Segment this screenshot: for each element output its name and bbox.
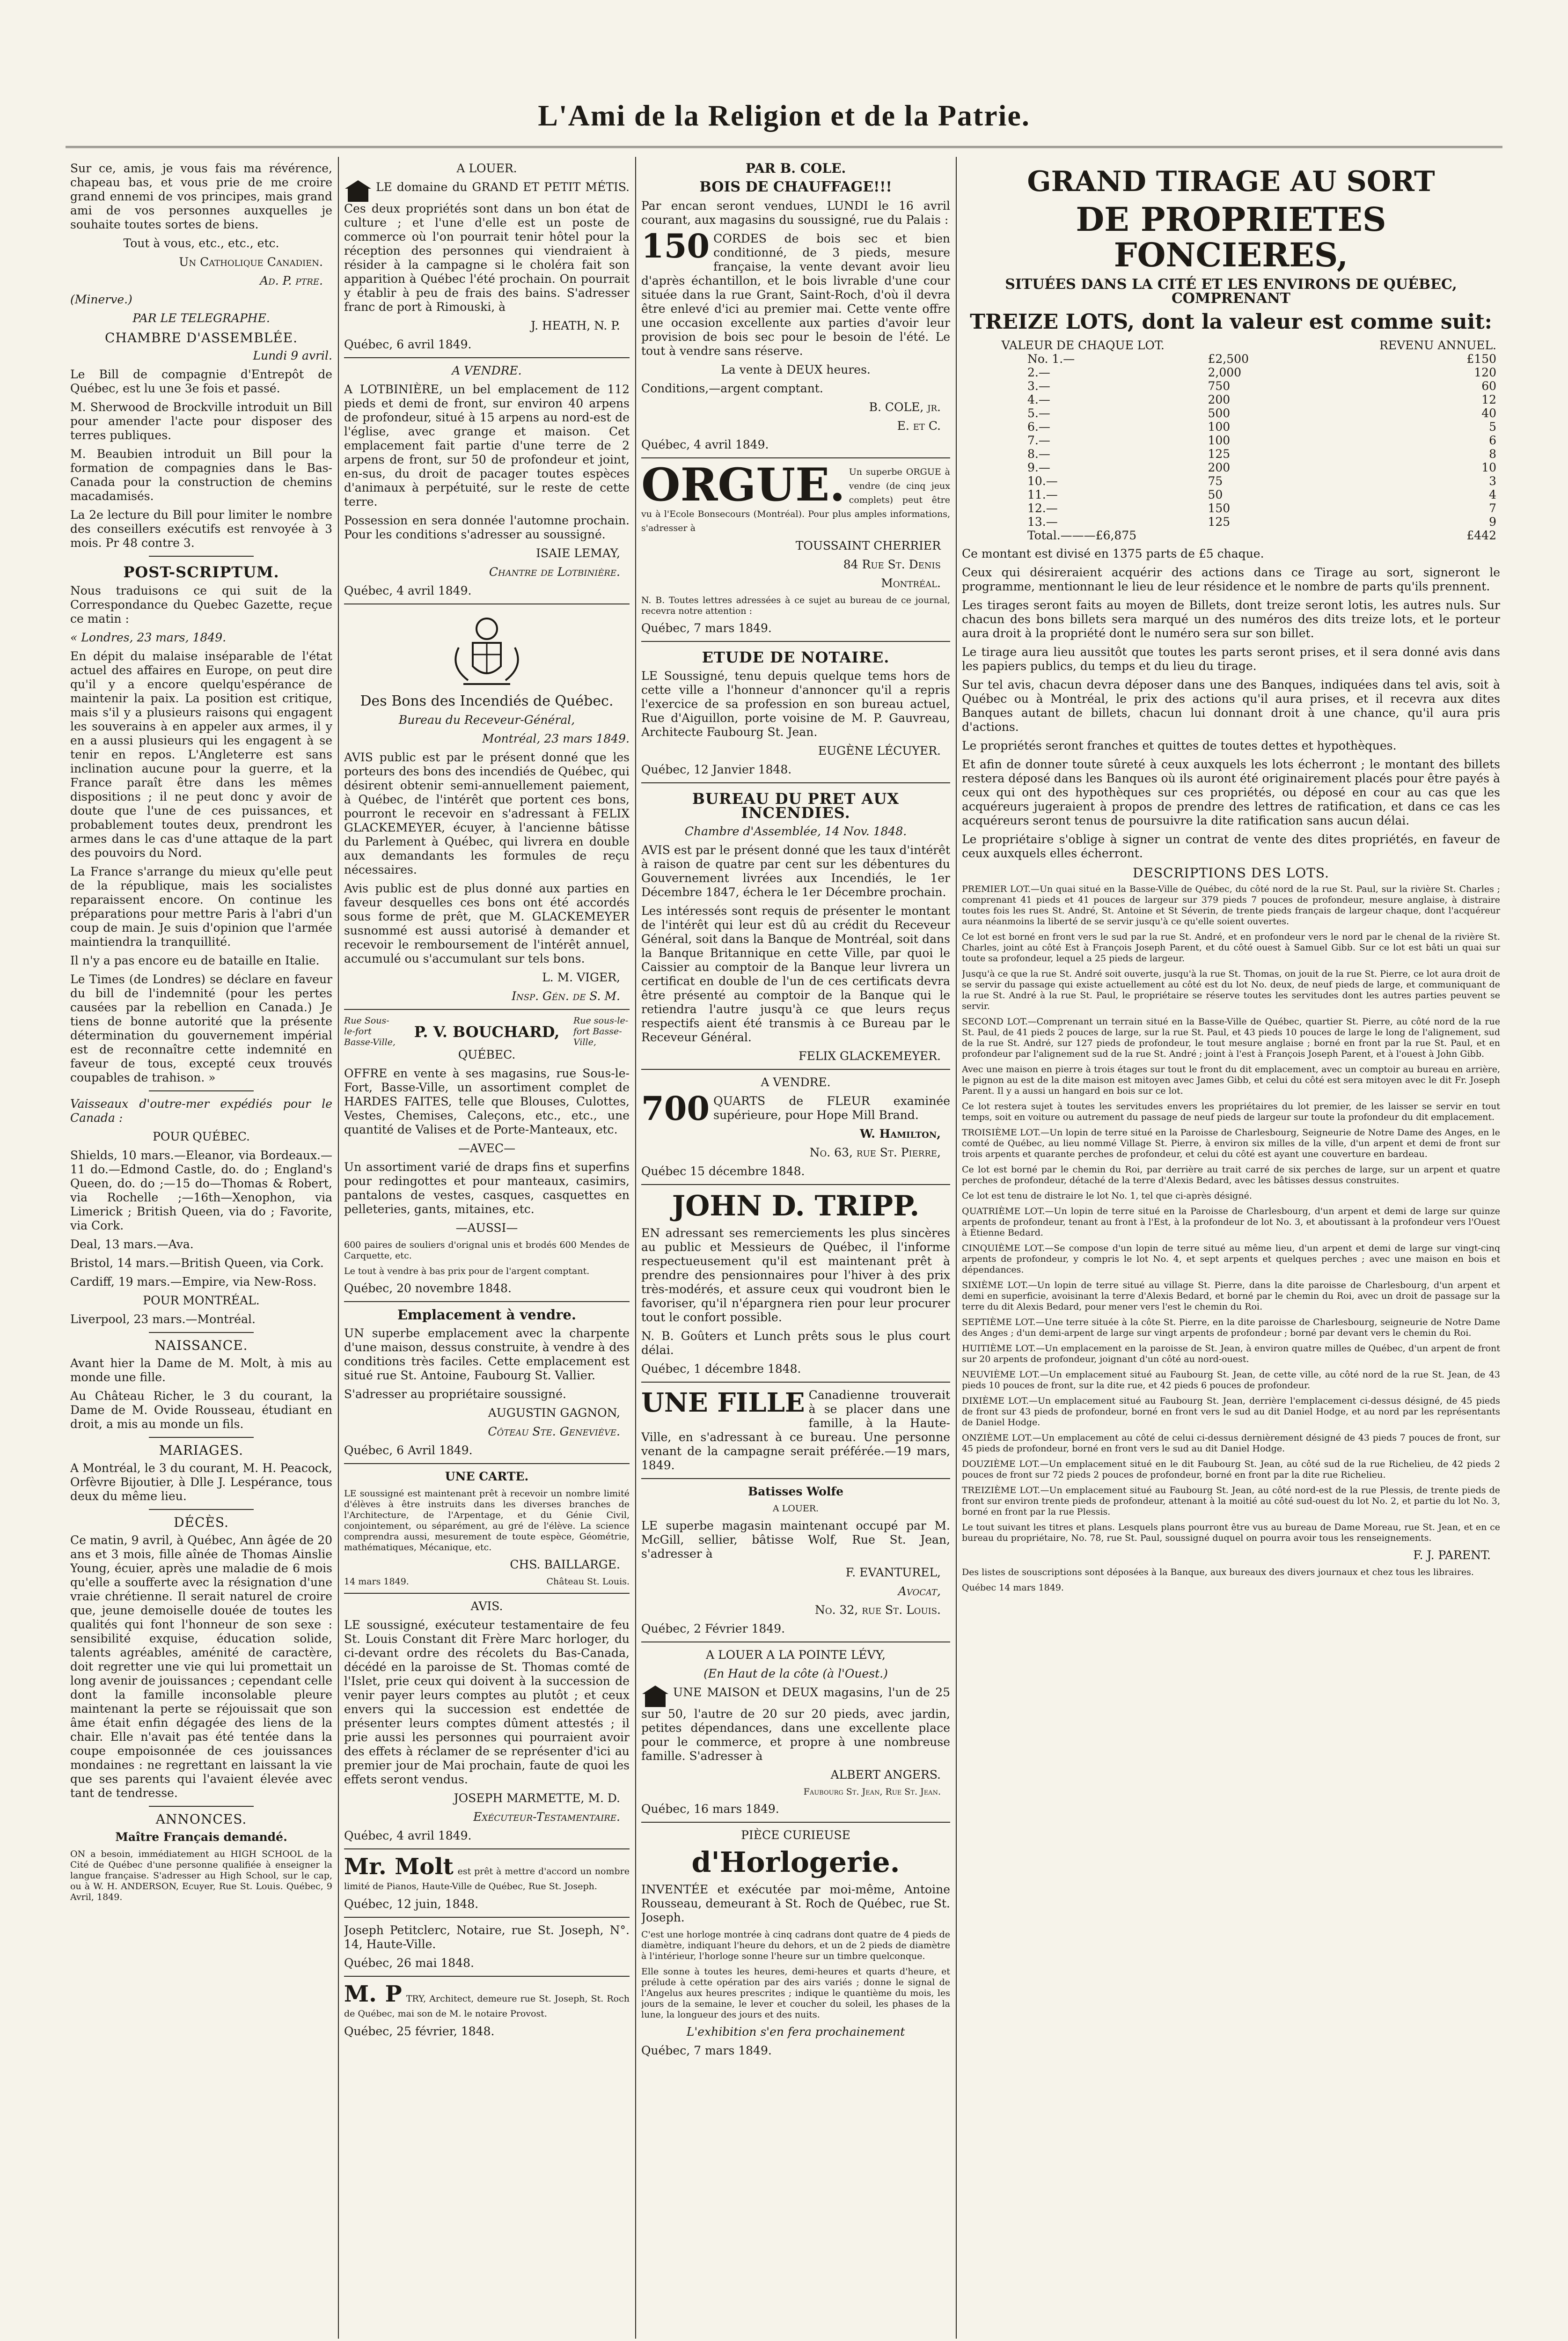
article-paragraph: Les tirages seront faits au moyen de Billets, dont treize seront lotis, les autres nuls. Sur chacun des bons billets sera marqué un des numéros des dits treize lots, et le porteur aura droit à la propriété dont le numéro sera sur son billet.	[962, 598, 1500, 640]
masthead-rule	[66, 146, 1502, 148]
column-4	[962, 162, 1500, 2334]
dateline: Québec, 4 avril 1849.	[641, 438, 769, 451]
ad-subheading: QUÉBEC.	[458, 1048, 516, 1061]
ad-heading: ORGUE.	[641, 458, 845, 511]
lot-description: HUITIÈME LOT.—Un emplacement en la paroisse de St. Jean, à environ quatre milles de Québec, d'un arpent de front sur 20 arpents de profondeur, joignant d'un côté au nord-ouest.	[962, 1343, 1500, 1364]
signature: FELIX GLACKEMEYER.	[799, 1049, 941, 1063]
lot-description: PREMIER LOT.—Un quai situé en la Basse-Ville de Québec, du côté nord de la rue St. Paul, sur la rivière St. Charles ; comprenant 41 pieds et 41 pouces de largeur sur 379 pieds 7 pouces de profondeur, mesure anglaise, à distraire toutes fois les rues St. André, St. Antoine et St Séverin, de trente pieds français de largeur chaque, dont l'acquéreur aura néanmoins la liberté de se servir jusqu'à ce qu'elle soient ouvertes.	[962, 884, 1500, 927]
ad-body: QUARTS de FLEUR examinée supérieure, pour Hope Mill Brand.	[713, 1094, 950, 1122]
lot-no-cell: 11.—	[1027, 488, 1058, 501]
article-paragraph: Liverpool, 23 mars.—Montréal.	[70, 1312, 256, 1326]
lot-val-cell: 125	[1208, 515, 1231, 529]
lot-no-cell: 13.—	[1027, 515, 1058, 529]
section-heading: ANNONCES.	[155, 1811, 247, 1827]
ad-body: S'adresser au propriétaire soussigné.	[344, 1387, 566, 1401]
ad-body: AVIS est par le présent donné que les taux d'intérêt à raison de quatre par cent sur les débentures du Gouvernement livrées aux Incendiés, le 1er Décembre 1847, échera le 1er Décembre prochain.	[641, 843, 950, 899]
masthead	[66, 98, 1502, 140]
dateline: Lundi 9 avril.	[253, 349, 332, 362]
lot-no-cell: 3.—	[1027, 379, 1050, 393]
ad-body: est prêt à mettre d'accord un nombre limité de Pianos, Haute-Ville de Québec, Rue St. Joseph.	[344, 1866, 630, 1892]
house-icon	[641, 1686, 669, 1707]
lot-rev-cell: 4	[1489, 488, 1496, 501]
lot-description: NEUVIÈME LOT.—Un emplacement situé au Faubourg St. Jean, de cette ville, au côté nord de la rue St. Jean, de 43 pieds 10 pouces de front, sur la dite rue, et 42 pieds 6 pouces de profondeur.	[962, 1369, 1500, 1391]
lot-val-cell: 750	[1208, 379, 1231, 393]
lot-rev-cell: 9	[1489, 515, 1496, 529]
lot-val-cell: 2,000	[1208, 366, 1242, 379]
divider	[641, 782, 950, 783]
signature: CHS. BAILLARGE.	[510, 1558, 620, 1571]
dateline: Québec, 12 Janvier 1848.	[641, 763, 792, 776]
divider	[641, 1822, 950, 1823]
article-paragraph: Sur tel avis, chacun devra déposer dans une des Banques, indiquées dans tel avis, soit à Québec ou à Montréal, le prix des actions qu'il aura prises, et il recevra aux dites Banques autant de billets, chacun lui donnant droit à une chance, qu'il aura pris d'actions.	[962, 678, 1500, 734]
signature: EUGÈNE LÉCUYER.	[818, 744, 941, 758]
lot-val-cell: £2,500	[1208, 352, 1249, 366]
divider	[344, 1848, 630, 1849]
ad-heading: Mr. Molt	[344, 1854, 454, 1880]
article-paragraph: Deal, 13 mars.—Ava.	[70, 1237, 194, 1251]
ad-heading: Emplacement à vendre.	[397, 1307, 577, 1323]
lot-rev-cell: 10	[1481, 461, 1496, 474]
ad-body: Un assortiment varié de draps fins et superfins pour redingottes et pour manteaux, casimirs, pantalons de vestes, casques, casquettes en pelleteries, gants, mitaines, etc.	[344, 1160, 630, 1216]
lot-no-cell: 6.—	[1027, 420, 1050, 434]
dateline: Québec, 7 mars 1849.	[641, 621, 772, 635]
table-row	[962, 447, 1500, 461]
table-row	[962, 352, 1500, 366]
lot-description: Ce lot est borné par le chemin du Roi, par derrière au trait carré de six perches de large, sur un arpent et quatre perches de profondeur, détaché de la terre d'Alexis Bedard, avec les bâtisses dessus construites.	[962, 1164, 1500, 1185]
ad-heading: M. P	[344, 1981, 402, 2007]
lot-val-cell: 100	[1208, 434, 1231, 447]
lot-no-cell: No. 1.—	[1027, 352, 1075, 366]
dateline: Québec, 1 décembre 1848.	[641, 1362, 801, 1376]
signature: Ad. P. ptre.	[260, 274, 323, 287]
section-heading: POUR MONTRÉAL.	[143, 1294, 260, 1307]
ad-subheading: —AVEC—	[458, 1141, 516, 1155]
section-label: PAR LE TELEGRAPHE.	[132, 311, 270, 325]
article-paragraph: Bristol, 14 mars.—British Queen, via Cork.	[70, 1256, 324, 1270]
ad-heading: ETUDE DE NOTAIRE.	[702, 648, 890, 666]
lot-val-cell: 125	[1208, 447, 1231, 461]
lot-description: SIXIÈME LOT.—Un lopin de terre situé au village St. Pierre, dans la dite paroisse de Charlesbourg, d'un arpent et demi en superficie, avoisinant la terre d'Alexis Bedard, et borné par le chemin du Roi, avec un droit de passage sur la terre du dit Alexis Bedard, pour mener vers l'est le chemin du Roi.	[962, 1280, 1500, 1312]
article-paragraph: Ce matin, 9 avril, à Québec, Ann âgée de 20 ans et 3 mois, fille aînée de Thomas Ainslie Young, écuier, après une maladie de 6 mois qu'elle a soufferte avec la résignation d'une vraie chrétienne. Il serait naturel de croire que, jeune demoiselle douée de toutes les qualités qui font l'honneur de son sexe : sensibilité exquise, éducation solide, talents agréables, aménité de caractère, doit regretter une vie qui lui promettait un long avenir de jouissances ; cependant celle dont la famille inconsolable pleure maintenant la perte se réjouissait que son âme était enfin dégagée des liens de la chair. Elle n'avait pas été tentée dans la coupe empoisonnée de ces jouissances mondaines : ne regrettant en laissant la vie que ses parents qui l'avaient élevée avec tant de tendresse.	[70, 1533, 332, 1800]
lottery-title: GRAND TIRAGE AU SORT	[1027, 165, 1435, 198]
table-row	[962, 434, 1500, 447]
ad-body: A LOTBINIÈRE, un bel emplacement de 112 pieds et demi de front, sur environ 40 arpens de profondeur, situé à 15 arpens au nord-est de l'église, avec grange et maison. Cet emplacement fait partie d'une terre de 2 arpens de front, sur 50 de profondeur et joint, en-sus, du droit de pacager toutes espèces d'animaux à perpétuité, sur le reste de cette terre.	[344, 383, 630, 508]
royal-crest-icon	[440, 610, 534, 690]
divider	[149, 1509, 254, 1510]
divider	[641, 1184, 950, 1185]
masthead-title: L'Ami de la Religion et de la Patrie.	[538, 99, 1030, 132]
ad-body: Joseph Petitclerc, Notaire, rue St. Joseph, N°. 14, Haute-Ville.	[344, 1923, 630, 1951]
lots-table	[962, 339, 1500, 542]
lot-description: TROISIÈME LOT.—Un lopin de terre situé en la Paroisse de Charlesbourg, Seigneurie de Notre Dame des Anges, en le comté de Québec, au lieu nommé Village St. Pierre, à environ six milles de la ville, d'un arpent et demi de front sur trois arpents et quarante perches de profondeur, et celui du côté est ayant une couverture en bardeau.	[962, 1127, 1500, 1159]
column-1	[70, 162, 332, 2334]
signature: Insp. Gén. de S. M.	[512, 989, 620, 1003]
dateline: Québec 15 décembre 1848.	[641, 1164, 805, 1178]
signature: ALBERT ANGERS.	[830, 1768, 941, 1782]
column-divider	[635, 157, 636, 2339]
ad-subheading: (En Haut de la côte (à l'Ouest.)	[703, 1667, 888, 1680]
address: 84 Rue St. Denis	[843, 558, 941, 571]
bouchard-header	[344, 1016, 630, 1048]
ad-body: Conditions,—argent comptant.	[641, 382, 823, 395]
ad-body: LE soussigné, exécuteur testamentaire de feu St. Louis Constant dit Frère Marc horloger, du ci-devant ordre des récolets du Bas-Canada, décédé en la paroisse de St. Thomas comté de l'Islet, prie ceux qui doivent à la succession de venir payer leurs comptes au plutôt ; et ceux envers qui la succession est endettée de présenter leurs comptes dûment attestés ; il prie aussi les personnes qui pourraient avoir des effets à réclamer de se représenter d'ici au premier jour de Mai prochain, faute de quoi les effets seront vendus.	[344, 1618, 630, 1786]
signature: TOUSSAINT CHERRIER	[795, 539, 941, 552]
article-paragraph: Le Bill de compagnie d'Entrepôt de Québec, est lu une 3e fois et passé.	[70, 368, 332, 395]
signature: Avocat,	[898, 1584, 941, 1598]
lot-val-cell: 200	[1208, 393, 1231, 406]
ad-body: UN superbe emplacement avec la charpente d'une maison, dessus construite, à vendre à des conditions très faciles. Cette emplacement est situé rue St. Antoine, Faubourg St. Vallier.	[344, 1326, 630, 1382]
ad-body: OFFRE en vente à ses magasins, rue Sous-le-Fort, Basse-Ville, un assortiment complet de HARDES FAITES, telle que Blouses, Culottes, Vestes, Chemises, Caleçons, etc., etc., une quantité de Valises et de Porte-Manteaux, etc.	[344, 1067, 630, 1136]
column-2	[344, 162, 630, 2334]
ad-body: Un superbe ORGUE à vendre (de cinq jeux complets) peut être vu à l'Ecole Bonsecours (Montréal). Pour plus amples informations, s'adresser à	[641, 467, 950, 533]
ad-body: LE soussigné est maintenant prêt à recevoir un nombre limité d'élèves à être instruits dans les diverses branches de l'Architecture, de l'Arpentage, et du Génie Civil, conjointement, ou séparément, au gré de l'élève. La science comprendra aussi, mesurement de toute espèce, Géométrie, mathématiques, Mécanique, etc.	[344, 1488, 630, 1553]
column-header: REVENU ANNUEL.	[1379, 339, 1496, 352]
article-paragraph: Sur ce, amis, je vous fais ma révérence, chapeau bas, et vous prie de me croire grand ennemi de vos principes, mais grand ami de vos personnes auxquelles je souhaite toutes sortes de biens.	[70, 162, 332, 231]
divider	[344, 1593, 630, 1594]
lot-description: SECOND LOT.—Comprenant un terrain situé en la Basse-Ville de Québec, quartier St. Pierre, au côté nord de la rue St. Paul, de 41 pieds 2 pouces de large, sur la rue St. Paul, et 43 pieds 10 pouces de large le long de l'alignement, sud de la rue St. André, sur 127 pieds de profondeur, le tout mesure anglaise ; borné en front par la rue St. Paul, et en profondeur par l'alignement sud de la rue St. André ; joint à l'est à François Joseph Parent, et à l'ouest à John Gibb.	[962, 1016, 1500, 1059]
lot-val-cell: 500	[1208, 406, 1231, 420]
signature: W. Hamilton,	[860, 1127, 941, 1141]
date: 14 mars 1849.	[344, 1576, 409, 1587]
total-cell: Total.———£6,875	[1027, 529, 1137, 542]
lot-description: Ce lot restera sujet à toutes les servitudes envers les propriétaires du lot premier, de les laisser se servir en tout temps, soit en voiture ou autrement du passage de neuf pieds de largeur sur toute la profondeur du dit emplacement.	[962, 1101, 1500, 1122]
ad-body: N. B. Toutes lettres adressées à ce sujet au bureau de ce journal, recevra notre attention :	[641, 595, 950, 616]
ad-body: EN adressant ses remerciements les plus sincères au public et Messieurs de Québec, il l'informe respectueusement qu'il est maintenant prêt à prendre des pensionnaires pour l'hiver à des prix très-modérés, et assure ceux qui voudront bien le favoriser, qu'il n'épargnera rien pour leur procurer tout le confort possible.	[641, 1226, 950, 1324]
lot-no-cell: 5.—	[1027, 406, 1050, 420]
ad-body: La vente à DEUX heures.	[721, 363, 871, 376]
divider	[344, 1917, 630, 1918]
ad-heading: PAR B. COLE.	[745, 162, 846, 176]
address: Rue Sous-le-fort Basse-Ville,	[344, 1016, 396, 1047]
signature: J. HEATH, N. P.	[531, 319, 620, 332]
ad-heading: Batisses Wolfe	[747, 1485, 844, 1498]
ad-heading: A VENDRE.	[452, 364, 522, 377]
lot-val-cell: 75	[1208, 474, 1223, 488]
lot-rev-cell: 40	[1481, 406, 1496, 420]
lottery-title: DE PROPRIETES FONCIERES,	[1076, 200, 1386, 274]
section-heading: MARIAGES.	[159, 1443, 244, 1458]
source-note: (Minerve.)	[70, 293, 132, 306]
address: Faubourg St. Jean, Rue St. Jean.	[803, 1787, 941, 1797]
ad-heading: P. V. BOUCHARD,	[414, 1023, 560, 1041]
ad-body: Canadienne trouverait à se placer dans une famille, à la Haute-Ville, en s'adressant à ce bureau. Une personne venant de la campagne serait préférée.—19 mars, 1849.	[641, 1388, 950, 1472]
house-icon	[344, 180, 372, 202]
lot-val-cell: 150	[1208, 501, 1231, 515]
ad-heading: A LOUER A LA POINTE LÉVY,	[706, 1648, 886, 1662]
lottery-subtitle: TREIZE LOTS, dont la valeur est comme suit:	[970, 310, 1492, 334]
table-row	[962, 393, 1500, 406]
ad-heading: Des Bons des Incendiés de Québec.	[360, 693, 614, 709]
ad-body: UNE MAISON et DEUX magasins, l'un de 25 sur 50, l'autre de 20 sur 20 pieds, avec jardin, petites dépendances, dans une excellente place pour le commerce, et propre à une nombreuse famille. S'adresser à	[641, 1686, 950, 1763]
ad-body: Avis public est de plus donné aux parties en faveur desquelles ces bons ont été accordés sous forme de prêt, que M. GLACKEMEYER susnommé est aussi autorisé à demander et recevoir le remboursement de l'intérêt annuel, accumulé ou s'accumulant sur tels bons.	[344, 882, 630, 965]
section-heading: DESCRIPTIONS DES LOTS.	[1132, 865, 1330, 881]
section-heading: CHAMBRE D'ASSEMBLÉE.	[104, 330, 298, 346]
table-header	[962, 339, 1500, 352]
article-paragraph: Au Château Richer, le 3 du courant, la Dame de M. Ovide Rousseau, étudiant en droit, a mis au monde un fils.	[70, 1389, 332, 1431]
article-paragraph: Ceux qui désireraient acquérir des actions dans ce Tirage au sort, signeront le programme, mentionnant le lieu de leur résidence et le nombre de parts qu'ils prennent.	[962, 566, 1500, 593]
article-paragraph: Cardiff, 19 mars.—Empire, via New-Ross.	[70, 1275, 317, 1288]
table-row	[962, 461, 1500, 474]
divider	[344, 357, 630, 358]
column-3	[641, 162, 950, 2334]
article-paragraph: Tout à vous, etc., etc., etc.	[123, 236, 279, 250]
table-row	[962, 515, 1500, 529]
lot-description: DOUZIÈME LOT.—Un emplacement situé en le dit Faubourg St. Jean, au côté sud de la rue Richelieu, de 42 pieds 2 pouces de front sur 72 pieds 2 pouces de profondeur, borné en front par la dite rue Richelieu.	[962, 1459, 1500, 1480]
ad-number: 700	[641, 1089, 710, 1128]
ad-body: 600 paires de souliers d'orignal unis et brodés 600 Mendes de Carquette, etc.	[344, 1240, 630, 1261]
dateline: Québec, 16 mars 1849.	[641, 1802, 779, 1816]
column-divider	[338, 157, 339, 2339]
ad-heading: d'Horlogerie.	[691, 1846, 900, 1879]
dateline: Québec, 4 avril 1849.	[344, 584, 472, 597]
lot-rev-cell: 8	[1489, 447, 1496, 461]
ad-body: Par encan seront vendues, LUNDI le 16 avril courant, aux magasins du soussigné, rue du Palais :	[641, 199, 950, 227]
dateline: Québec, 7 mars 1849.	[641, 2044, 772, 2057]
section-heading: POUR QUÉBEC.	[153, 1130, 250, 1143]
total-cell: £442	[1466, 529, 1496, 542]
lot-no-cell: 10.—	[1027, 474, 1058, 488]
article-paragraph: Le tirage aura lieu aussitôt que toutes les parts seront prises, et il sera donné avis dans les papiers publics, du temps et du lieu du tirage.	[962, 645, 1500, 673]
article-paragraph: Le Times (de Londres) se déclare en faveur du bill de l'indemnité (pour les pertes causées par la rebellion en Canada.) Je tiens de bonne autorité que la présente détermination du gouvernement impérial est de reconnaître cette indemnité en faveur de tous, excepté ceux trouvés coupables de trahison. »	[70, 972, 332, 1084]
lot-no-cell: 7.—	[1027, 434, 1050, 447]
lot-no-cell: 9.—	[1027, 461, 1050, 474]
ad-body: Possession en sera donnée l'automne prochain. Pour les conditions s'adresser au soussigné.	[344, 514, 630, 541]
table-row	[962, 474, 1500, 488]
ad-subheading: —AUSSI—	[455, 1221, 518, 1235]
dateline: Québec, 4 avril 1849.	[344, 1829, 472, 1842]
article-paragraph: A Montréal, le 3 du courant, M. H. Peacock, Orfèvre Bijoutier, à Dlle J. Lespérance, tous deux du même lieu.	[70, 1461, 332, 1503]
lot-description: Ce lot est tenu de distraire le lot No. 1, tel que ci-après désigné.	[962, 1191, 1252, 1201]
lot-description: DIXIÈME LOT.—Un emplacement situé au Faubourg St. Jean, derrière l'emplacement ci-dessus désigné, de 45 pieds de front sur 43 pieds de profondeur, borné en front vers le sud au dit Daniel Hodge, et au nord par les représentants de Daniel Hodge.	[962, 1396, 1500, 1428]
ad-body: C'est une horloge montrée à cinq cadrans dont quatre de 4 pieds de diamètre, indiquant l'heure du dehors, et un de 2 pieds de diamètre à l'intérieur, l'horloge sonne l'heure sur un timbre quelconque.	[641, 1929, 950, 1961]
dateline: « Londres, 23 mars, 1849.	[70, 631, 227, 644]
table-row	[962, 488, 1500, 501]
column-divider	[956, 157, 957, 2339]
lot-description: Jusqu'à ce que la rue St. André soit ouverte, jusqu'à la rue St. Thomas, on jouit de la rue St. Pierre, ce lot aura droit de se servir du passage qui existe actuellement au côté est du lot No. deux, de neuf pieds de large, et communiquant de la rue St. André à la rue St. Paul, le propriétaire se réserve toutes les servitudes dont les autres parties peuvent se servir.	[962, 969, 1500, 1011]
table-row	[962, 529, 1500, 542]
signature: Côteau Ste. Geneviève.	[488, 1425, 620, 1438]
lot-val-cell: 100	[1208, 420, 1231, 434]
lot-description: TREIZIÈME LOT.—Un emplacement situé au Faubourg St. Jean, au côté nord-est de la rue Plessis, de trente pieds de front sur environ trente pieds de profondeur, attenant à la moitié au côté sud-ouest du lot No. 2, et partie du lot No. 3, borné en front par la rue Plessis.	[962, 1485, 1500, 1517]
divider	[641, 1478, 950, 1479]
ad-body: CORDES de bois sec et bien conditionné, de 3 pieds, mesure française, la vente devant avoir lieu d'après échantillon, et le bois livrable d'une cour située dans la rue Grant, Saint-Roch, d'où il devra être enlevé d'ici au premier mai. Cette vente offre une occasion excellente aux parties d'avoir leur provision de bois sec pour le besoin de l'été. Le tout à vendre sans réserve.	[641, 232, 950, 358]
signature: Chantre de Lotbinière.	[489, 565, 620, 579]
dateline: Québec, 6 Avril 1849.	[344, 1443, 473, 1457]
dateline: Chambre d'Assemblée, 14 Nov. 1848.	[684, 825, 907, 838]
signature: L. M. VIGER,	[542, 971, 620, 984]
section-heading: DÉCÈS.	[174, 1515, 229, 1530]
article-paragraph: M. Beaubien introduit un Bill pour la formation de compagnies dans le Bas-Canada pour la construction de chemins macadamisés.	[70, 447, 332, 503]
article-paragraph: Des listes de souscriptions sont déposées à la Banque, aux bureaux des divers journaux et chez tous les libraires.	[962, 1567, 1474, 1577]
signature: B. COLE, jr.	[869, 400, 941, 414]
divider	[641, 641, 950, 642]
divider	[344, 1301, 630, 1302]
divider	[149, 1332, 254, 1333]
section-label: Vaisseaux d'outre-mer expédiés pour le Canada :	[70, 1097, 332, 1125]
ad-subheading: Bureau du Receveur-Général,	[398, 713, 575, 727]
lot-description: ONZIÈME LOT.—Un emplacement au côté de celui ci-dessus dernièrement désigné de 43 pieds 7 pouces de front, sur 45 pieds de profondeur, borné en front vers le sud au dit Daniel Hodge.	[962, 1433, 1500, 1454]
signature: Exécuteur-Testamentaire.	[473, 1810, 620, 1824]
lot-no-cell: 2.—	[1027, 366, 1050, 379]
ad-body: LE superbe magasin maintenant occupé par M. McGill, sellier, bâtisse Wolf, Rue St. Jean, s'adresser à	[641, 1519, 950, 1561]
table-row	[962, 406, 1500, 420]
column-header: VALEUR DE CHAQUE LOT.	[1001, 339, 1165, 352]
divider	[344, 1976, 630, 1977]
ad-heading: JOHN D. TRIPP.	[672, 1190, 920, 1222]
ad-body: L'exhibition s'en fera prochainement	[686, 2025, 905, 2039]
ad-number: 150	[641, 227, 710, 265]
dateline: Québec, 20 novembre 1848.	[344, 1281, 512, 1295]
lot-rev-cell: 5	[1489, 420, 1496, 434]
dateline: Québec, 25 février, 1848.	[344, 2024, 495, 2038]
divider	[149, 1437, 254, 1438]
dateline	[344, 1576, 630, 1587]
signature: ISAIE LEMAY,	[536, 546, 620, 560]
section-heading: POST-SCRIPTUM.	[123, 563, 279, 581]
signature: F. J. PARENT.	[1413, 1548, 1491, 1562]
ad-body: Le tout à vendre à bas prix pour de l'argent comptant.	[344, 1266, 590, 1276]
divider	[641, 1069, 950, 1070]
table-row	[962, 379, 1500, 393]
table-row	[962, 501, 1500, 515]
lot-description: Le tout suivant les titres et plans. Lesquels plans pourront être vus au bureau de Dame Moreau, rue St. Jean, et en ce bureau du propriétaire, No. 78, rue St. Paul, soussigné duquel on pourra avoir tous les renseignements.	[962, 1522, 1500, 1543]
signature: AUGUSTIN GAGNON,	[488, 1406, 620, 1420]
lot-description: Ce lot est borné en front vers le sud par la rue St. André, et en profondeur vers le nord par le chenal de la rivière St. Charles, joint au côté Est à François Joseph Parent, et du côté ouest à Samuel Gibb. Sur ce lot est bâti un quai sur toute sa profondeur, lequel a 25 pieds de largeur.	[962, 932, 1500, 964]
lot-val-cell: 200	[1208, 461, 1231, 474]
lot-description: Avec une maison en pierre à trois étages sur tout le front du dit emplacement, avec un comptoir au bureau en arrière, le pignon au est de la dite maison est mitoyen avec James Gibb, et celui du côté est sera mitoyen avec le dit Fr. Joseph Parent. Il y a aussi un hangard en bois sur ce lot.	[962, 1064, 1500, 1096]
divider	[149, 1806, 254, 1807]
ad-body: AVIS public est par le présent donné que les porteurs des bons des incendiés de Québec, qui désirent obtenir semi-annuellement paiement, à Québec, de l'intérêt que portent ces bons, pourront le recevoir en s'adressant à FELIX GLACKEMEYER, écuyer, à l'ancienne bâtisse du Parlement à Québec, qui livrera en double aux demandants les formules de reçu nécessaires.	[344, 751, 630, 876]
article-paragraph: Nous traduisons ce qui suit de la Correspondance du Quebec Gazette, reçue ce matin :	[70, 584, 332, 626]
address: Montréal.	[881, 576, 941, 590]
ad-body: LE domaine du GRAND ET PETIT MÉTIS. Ces deux propriétés sont dans un bon état de culture ; et l'une d'elle est un poste de commerce où l'on pourrait tenir hôtel pour la réception des personnes qui viendraient à résider à la campagne si le choléra fait son apparition à Québec l'été prochain. On pourrait y établir à peu de frais des bains. S'adresser franc de port à Rimouski, à	[344, 180, 630, 314]
divider	[149, 1090, 254, 1091]
ad-body: Les intéressés sont requis de présenter le montant de l'intérêt qui leur est dû au crédit du Receveur Général, soit dans la Banque de Montréal, soit dans la Banque Britannique en cette Ville, par quoi le Caissier au comptoir de la Banque leur livrera un certificat en double de l'un de ces certificats devra être présenté au comptoir de la Banque qui le retiendra l'autre jusqu'à ce que leurs reçus respectifs aient été transmis à ce Bureau par le Receveur Général.	[641, 904, 950, 1044]
divider	[344, 1009, 630, 1010]
table-row	[962, 420, 1500, 434]
signature: F. EVANTUREL,	[845, 1566, 941, 1579]
dateline: Montréal, 23 mars 1849.	[482, 732, 630, 745]
signature: Un Catholique Canadien.	[179, 255, 323, 269]
ad-heading: A LOUER.	[456, 162, 517, 175]
article-paragraph: Avant hier la Dame de M. Molt, à mis au monde une fille.	[70, 1356, 332, 1384]
ad-heading: UNE CARTE.	[445, 1470, 529, 1483]
dateline: Québec, 12 juin, 1848.	[344, 1897, 479, 1911]
ad-heading: UNE FILLE	[641, 1387, 805, 1418]
ad-heading: Maître Français demandé.	[115, 1830, 287, 1844]
ad-heading: AVIS.	[470, 1599, 503, 1613]
address: No. 63, rue St. Pierre,	[809, 1146, 941, 1159]
table-row	[962, 366, 1500, 379]
lot-description: SEPTIÈME LOT.—Une terre située à la côte St. Pierre, en la dite paroisse de Charlesbourg, seigneurie de Notre Dame des Anges ; d'un demi-arpent de large sur vingt arpents de profondeur ; borné par devant vers le chemin du Roi.	[962, 1317, 1500, 1338]
lot-no-cell: 12.—	[1027, 501, 1058, 515]
dateline: Québec 14 mars 1849.	[962, 1583, 1064, 1593]
lot-no-cell: 4.—	[1027, 393, 1050, 406]
ad-heading: A VENDRE.	[761, 1075, 831, 1089]
lottery-subtitle: SITUÉES DANS LA CITÉ ET LES ENVIRONS DE QUÉBEC, COMPRENANT	[1005, 276, 1457, 307]
ad-heading: BOIS DE CHAUFFAGE!!!	[699, 179, 892, 195]
divider	[149, 556, 254, 557]
lot-rev-cell: 120	[1474, 366, 1496, 379]
address: Château St. Louis.	[546, 1576, 630, 1587]
divider	[344, 1463, 630, 1464]
ad-body: Elle sonne à toutes les heures, demi-heures et quarts d'heure, et prélude à cette opération par des airs variés ; donne le signal de l'Angelus aux heures prescrites ; indique le quantième du mois, les jours de la semaine, le lever et coucher du soleil, les phases de la lune, la longueur des jours et des nuits.	[641, 1966, 950, 2020]
article-paragraph: Ce montant est divisé en 1375 parts de £5 chaque.	[962, 547, 1264, 560]
article-paragraph: Et afin de donner toute sûreté à ceux auxquels les lots écherront ; le montant des billets restera déposé dans les Banques où ils auront été originairement placés pour être payés à ceux qui ont des hypothèques sur ces propriétés, ou déposé en cour au cas que les acquéreurs jugeraient à propos de prendre des lettres de ratification, et dans ce cas les acquéreurs seront tenus de poursuivre la dite ratification sans aucun délai.	[962, 758, 1500, 827]
dateline: Québec, 2 Février 1849.	[641, 1622, 785, 1635]
lot-rev-cell: £150	[1466, 352, 1496, 366]
article-paragraph: Il n'y a pas encore eu de bataille en Italie.	[70, 954, 320, 967]
article-paragraph: Le propriétaire s'oblige à signer un contrat de vente des dites propriétés, en faveur de ceux auxquels elles écherront.	[962, 832, 1500, 860]
article-paragraph: La 2e lecture du Bill pour limiter le nombre des conseillers exécutifs est renvoyée à 3 mois. Pr 48 contre 3.	[70, 508, 332, 550]
ad-body: INVENTÉE et exécutée par moi-même, Antoine Rousseau, demeurant à St. Roch de Québec, rue St. Joseph.	[641, 1883, 950, 1924]
lot-rev-cell: 3	[1489, 474, 1496, 488]
article-paragraph: En dépit du malaise inséparable de l'état actuel des affaires en Europe, on peut dire qu'il y a encore quelqu'espérance de maintenir la paix. La position est critique, mais s'il y a plusieurs raisons qui engagent les souverains à en appeler aux armes, il y en a aussi plusieurs qui les engagent à se tenir en repos. L'Angleterre est sans inclination aucune pour la guerre, et la France paraît être dans les mêmes dispositions ; il ne peut donc y avoir de doute que l'une de ces puissances, et probablement toutes deux, prendront les armes dans le cas d'une attaque de la part des pouvoirs du Nord.	[70, 649, 332, 860]
article-paragraph: M. Sherwood de Brockville introduit un Bill pour amender l'acte pour disposer des terres publiques.	[70, 400, 332, 442]
lot-val-cell: 50	[1208, 488, 1223, 501]
article-paragraph: Le propriétés seront franches et quittes de toutes dettes et hypothèques.	[962, 739, 1397, 752]
lot-no-cell: 8.—	[1027, 447, 1050, 461]
article-paragraph: La France s'arrange du mieux qu'elle peut de la république, mais les socialistes reparaissent encore. On continue les préparations pour mettre Paris à l'abri d'un coup de main. Je suis d'opinion que l'armée maintiendra la tranquillité.	[70, 865, 332, 949]
lot-rev-cell: 60	[1481, 379, 1496, 393]
ad-body: N. B. Goûters et Lunch prêts sous le plus court délai.	[641, 1329, 950, 1357]
address: Rue sous-le-fort Basse-Ville,	[573, 1016, 629, 1047]
signature: E. et C.	[897, 419, 941, 433]
ad-subheading: A LOUER.	[772, 1503, 819, 1514]
signature: JOSEPH MARMETTE, M. D.	[454, 1791, 620, 1805]
dateline: Québec, 6 avril 1849.	[344, 338, 472, 351]
lots-body	[962, 352, 1500, 529]
divider	[641, 1382, 950, 1383]
lot-rev-cell: 12	[1481, 393, 1496, 406]
address: No. 32, rue St. Louis.	[815, 1603, 941, 1617]
lot-description: CINQUIÈME LOT.—Se compose d'un lopin de terre situé au même lieu, d'un arpent et demi de large sur vingt-cinq arpents de profondeur, y compris le lot No. 4, et sept arpents et quelques perches ; avec une maison en bois et dépendances.	[962, 1243, 1500, 1275]
lot-description: QUATRIÈME LOT.—Un lopin de terre situé en la Paroisse de Charlesbourg, d'un arpent et demi de large sur quinze arpents de profondeur, tenant au front à l'Est, à la profondeur de lot No. 3, et aboutissant à la profondeur vers l'Ouest à Étienne Bedard.	[962, 1206, 1500, 1238]
ad-body: LE Soussigné, tenu depuis quelque tems hors de cette ville a l'honneur d'annoncer qu'il a repris l'exercice de sa profession en son bureau actuel, Rue d'Aiguillon, porte voisine de M. P. Gauvreau, Architecte Faubourg St. Jean.	[641, 669, 950, 739]
ad-heading: PIÈCE CURIEUSE	[741, 1828, 850, 1842]
section-heading: NAISSANCE.	[154, 1338, 248, 1353]
ad-body: ON a besoin, immédiatement au HIGH SCHOOL de la Cité de Québec d'une personne qualifiée à enseigner la langue française. S'adresser au High School, sur le cap, ou à W. H. ANDERSON, Ecuyer, Rue St. Louis. Québec, 9 Avril, 1849.	[70, 1849, 332, 1902]
ad-heading: BUREAU DU PRET AUX INCENDIES.	[692, 790, 900, 822]
lot-rev-cell: 7	[1489, 501, 1496, 515]
ad-body: TRY, Architect, demeure rue St. Joseph, St. Roch de Québec, mai son de M. le notaire Provost.	[344, 1994, 630, 2019]
dateline: Québec, 26 mai 1848.	[344, 1956, 474, 1970]
article-paragraph: Shields, 10 mars.—Eleanor, via Bordeaux.—11 do.—Edmond Castle, do. do ; England's Queen, do. do ;—15 do—Thomas & Robert, via Rochelle ;—16th—Xenophon, via Limerick ; British Queen, via do ; Favorite, via Cork.	[70, 1148, 332, 1232]
lot-rev-cell: 6	[1489, 434, 1496, 447]
